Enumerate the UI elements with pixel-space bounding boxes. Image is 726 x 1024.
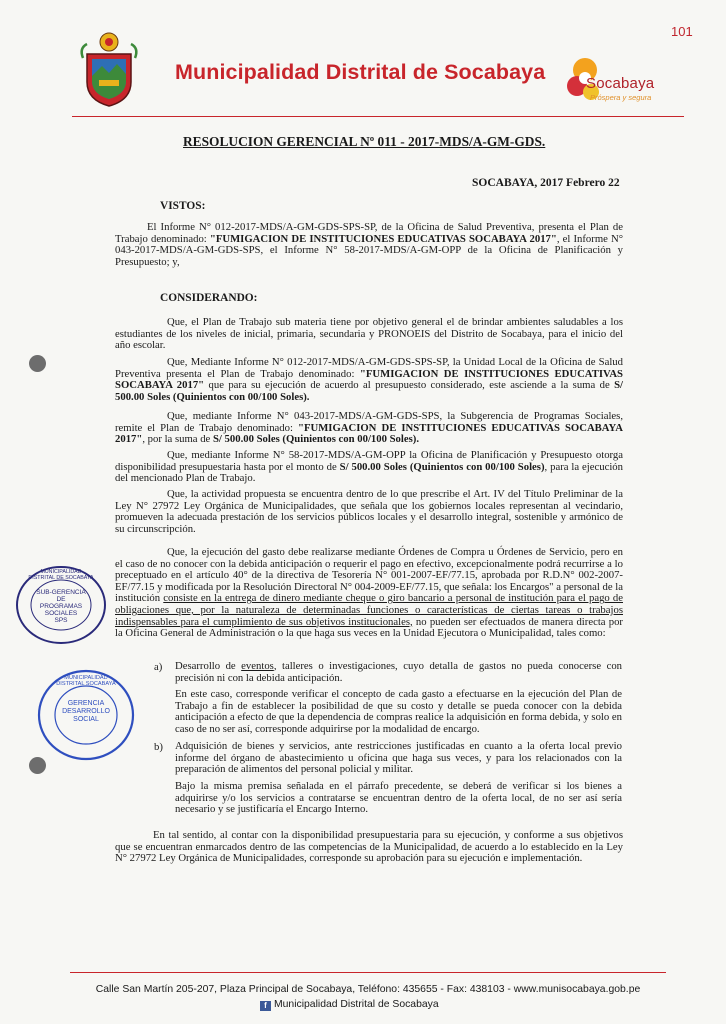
considerando-paragraph-4: Que, mediante Informe N° 58-2017-MDS/A-GM-OPP la Oficina de Planificación y Presupuesto otorga disponibilidad presupuestaria hasta por el monto de S/ 500.00 Soles (Quinientos con 00/100 Soles), para la ejecución del mencionado Plan de Trabajo. (115, 449, 623, 485)
municipality-title: Municipalidad Distrital de Socabaya (175, 60, 546, 84)
vistos-heading: VISTOS: (160, 200, 206, 212)
municipal-crest-logo (77, 30, 141, 108)
considerando-paragraph-2: Que, Mediante Informe N° 012-2017-MDS/A-GM-GDS-SPS-SP, la Unidad Local de la Oficina de Salud Preventiva presenta el Plan de Trabajo denominado: "FUMIGACION DE INSTITUCIONES EDUCATIVAS SOCABAYA 2017" que para su ejecución de acuerdo al presupuesto considerado, este asciende a la suma de S/ 500.00 Soles (Quinientos con 00/100 Soles). (115, 356, 623, 403)
stamp-1-ring-text: MUNICIPALIDAD DISTRITAL DE SOCABAYA (28, 569, 94, 581)
brand-name: Socabaya (586, 75, 655, 92)
footer-social (260, 999, 439, 1011)
stamp-2-ring-text: MUNICIPALIDAD DISTRITAL SOCABAYA (56, 675, 116, 687)
list-marker-b: b) (154, 741, 163, 753)
considerando-paragraph-3: Que, mediante Informe N° 043-2017-MDS/A-GM-GDS-SPS, la Subgerencia de Programas Sociales, remite el Plan de Trabajo denominado: "FUMIGACION DE INSTITUCIONES EDUCATIVAS SOCABAYA 2017", por la suma de S/ 500.00 Soles (Quinientos con 00/100 Soles). (115, 410, 623, 446)
considerando-paragraph-6: Que, la ejecución del gasto debe realizarse mediante Órdenes de Compra u Órdenes de Servicio, pero en el caso de no conocer con la debida anticipación o requerir el pago en efectivo, excepcionalmente podrá recurrirse a lo preceptuado en el artículo 40° de la directiva de Tesorería N° 001-2007-EF/77.15, aprobada por R.D.N° 002-2007-EF/77.15 y modificada por la Resolución Directoral N° 004-2009-EF/77.15, que señala: los Encargos" a personal de la institución consiste en la entrega de dinero mediante cheque o giro bancario a personal de institución para el pago de obligaciones que, por la naturaleza de determinadas funciones o características de ciertas tareas o trabajos indispensables para el cumplimiento de sus objetivos institucionales, no pueden ser efectuados de manera directa por la Oficina General de Administración o la que haga sus veces en la Unidad Ejecutora o Municipalidad, tales como: (115, 546, 623, 640)
considerando-paragraph-5: Que, la actividad propuesta se encuentra dentro de lo que prescribe el Art. IV del Título Preliminar de la Ley N° 27972 Ley Orgánica de Municipalidades, que señala que los gobiernos locales representan al vecindario, promueven la adecuada prestación de los servicios públicos locales y el desarrollo integral, sostenible y armónico de su circunscripción. (115, 488, 623, 535)
underlined-citation: consiste en la entrega de dinero mediante cheque o giro bancario a personal de institución para el pago de obligaciones que, por la naturaleza de determinadas funciones o características de ciertas tareas o trabajos indispensables para el cumplimiento de sus objetivos institucionales, (115, 592, 623, 628)
punch-hole-top (29, 355, 46, 372)
list-item-a: Desarrollo de eventos, talleres o investigaciones, cuyo detalla de gastos no pueda conocerse con precisión ni con la debida anticipación. (175, 660, 623, 684)
considerando-paragraph-7: En tal sentido, al contar con la disponibilidad presupuestaria para su ejecución, y conforme a sus objetivos que se encuentran enmarcados dentro de las competencias de la Municipalidad, de acuerdo a lo establecido en la Ley N° 27972 Ley Orgánica de Municipalidades, corresponde su aprobación para su ejecución e implementación. (115, 829, 623, 865)
handwritten-page-number: 101 (671, 24, 693, 39)
stamp-2-center-text: GERENCIA DESARROLLO SOCIAL (62, 700, 110, 723)
list-marker-a: a) (154, 661, 163, 673)
gerencia-desarrollo-social-stamp (36, 668, 136, 762)
resolution-title: RESOLUCION GERENCIAL Nº 011 - 2017-MDS/A-GM-GDS. (183, 134, 546, 149)
stamp-1-center-text: SUB-GERENCIA DE PROGRAMAS SOCIALES SPS (36, 589, 86, 624)
list-item-b: Adquisición de bienes y servicios, ante restricciones justificadas en cuanto a la oferta local previo informe del órgano de abastecimiento u oficina que haga sus veces, y para los relacionados con la preparación de alimentos del personal policial y militar. (175, 740, 622, 776)
sub-gerencia-stamp (14, 564, 108, 646)
footer-address: Calle San Martín 205-207, Plaza Principal de Socabaya, Teléfono: 435655 - Fax: 438103 - www.munisocabaya.gob.pe (95, 984, 641, 995)
facebook-icon: f (260, 1001, 271, 1011)
considerando-paragraph-1: Que, el Plan de Trabajo sub materia tiene por objetivo general el de brindar ambientes saludables a los estudiantes de los niveles de inicial, primaria, secundaria y PRONOEIS del Distrito de Socabaya, para el inicio del año escolar. (115, 316, 623, 352)
footer-divider (70, 972, 666, 973)
resolution-date: SOCABAYA, 2017 Febrero 22 (472, 177, 620, 189)
list-item-a-note: En este caso, corresponde verificar el concepto de cada gasto a efectuarse en la ejecución del Plan de Trabajo a fin de establecer la posibilidad de que su costo y detalle se pueda conocer con la debida anticipación a efecto de que la dependencia de compras realice la adquisición en forma debida, y solo en caso de no ser así, corresponde adquirirse por la modalidad de encargo. (175, 688, 622, 735)
header-divider (72, 116, 684, 117)
list-item-b-note: Bajo la misma premisa señalada en el párrafo precedente, se deberá de verificar si los bienes a adquirirse y/o los servicios a contratarse se encuentran dentro de la oferta local, de no ser así sería necesario y se justificaría el Encargo Interno. (175, 780, 622, 816)
brand-tagline: Próspera y segura (590, 93, 652, 102)
footer-social-name: Municipalidad Distrital de Socabaya (274, 999, 439, 1010)
considerando-heading: CONSIDERANDO: (160, 292, 258, 304)
vistos-paragraph: El Informe N° 012-2017-MDS/A-GM-GDS-SPS-SP, de la Oficina de Salud Preventiva, presenta el Plan de Trabajo denominado: "FUMIGACION DE INSTITUCIONES EDUCATIVAS SOCABAYA 2017", el Informe N° 043-2017-MDS/A-GM-GDS-SPS, el Informe N° 58-2017-MDS/A-GM-OPP de la Oficina de Planificación y Presupuesto; y, (115, 221, 623, 268)
